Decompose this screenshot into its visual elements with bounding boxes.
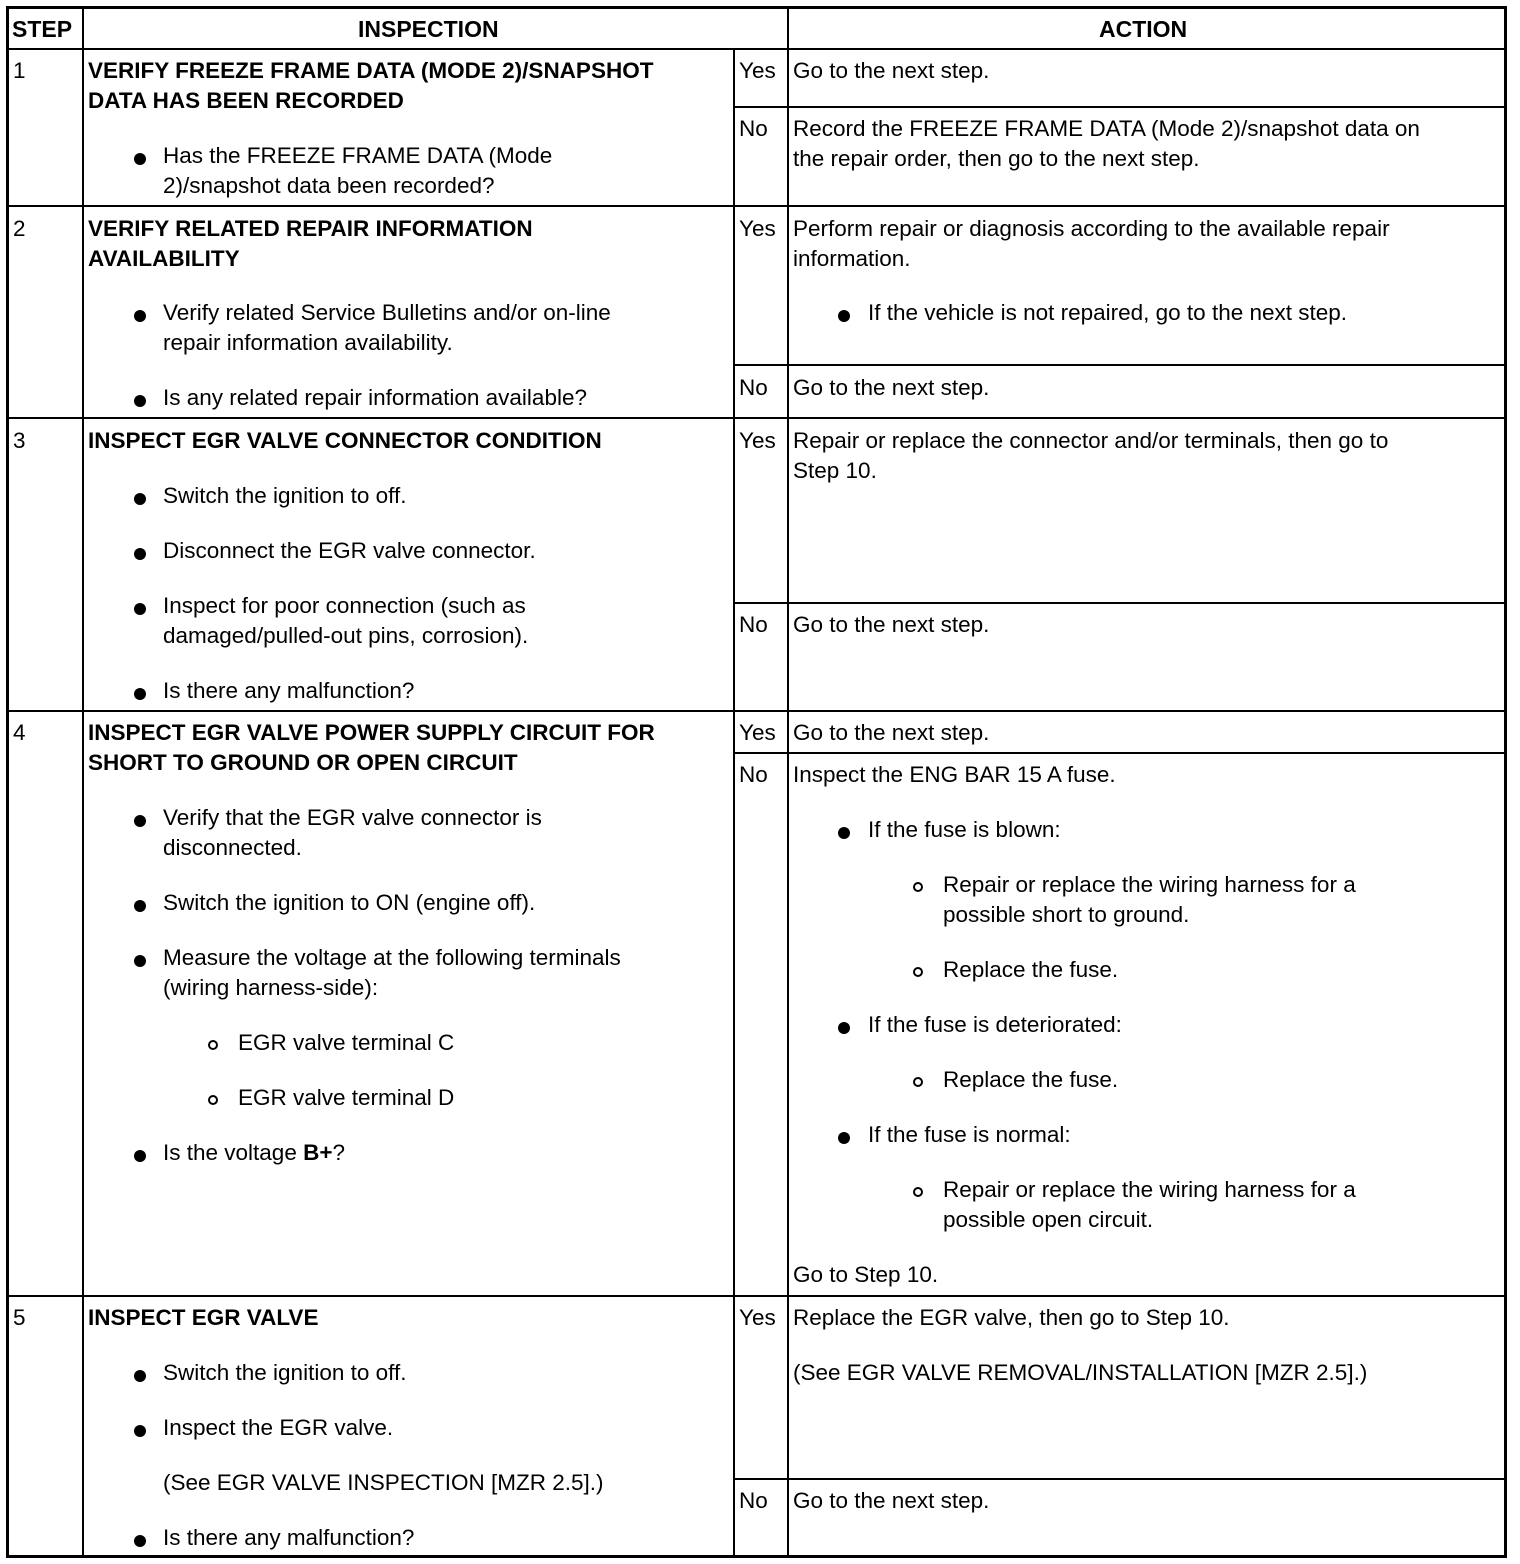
bullet-icon [134, 900, 146, 912]
rule-row3 [9, 710, 1504, 712]
no-label: No [739, 375, 768, 400]
no-action-sub-bullet: Repair or replace the wiring harness for a [943, 1177, 1356, 1202]
step-number: 2 [13, 216, 26, 241]
no-label: No [739, 116, 768, 141]
inspection-sub-bullet: EGR valve terminal C [238, 1030, 455, 1055]
rule-s4-yesno [733, 752, 1504, 754]
yes-label: Yes [739, 1305, 776, 1330]
step-number: 3 [13, 428, 26, 453]
rule-col-action [787, 9, 789, 1555]
no-action: Go to the next step. [793, 375, 990, 400]
bullet-icon [134, 1535, 146, 1547]
procedure-table [6, 6, 1507, 1558]
yes-action: Repair or replace the connector and/or terminals, then go to [793, 428, 1389, 453]
no-action-sub-bullet: Replace the fuse. [943, 1067, 1119, 1092]
voltage-value: B+ [303, 1140, 333, 1165]
inspection-bullet: Is any related repair information available? [163, 385, 587, 410]
inspection-bullet: Inspect the EGR valve. [163, 1415, 394, 1440]
bullet-icon [838, 827, 850, 839]
no-action-bullet: If the fuse is blown: [868, 817, 1061, 842]
yes-action-note: (See EGR VALVE REMOVAL/INSTALLATION [MZR 2.5].) [793, 1360, 1368, 1385]
no-label: No [739, 1488, 768, 1513]
inspection-sub-bullet: EGR valve terminal D [238, 1085, 455, 1110]
sub-bullet-icon [913, 1187, 923, 1197]
inspection-bullet: damaged/pulled-out pins, corrosion). [163, 623, 529, 648]
inspection-bullet: Verify related Service Bulletins and/or on-line [163, 300, 611, 325]
rule-row1 [9, 205, 1504, 207]
no-action: Go to Step 10. [793, 1262, 939, 1287]
bullet-icon [134, 1425, 146, 1437]
rule-row2 [9, 417, 1504, 419]
inspection-bullet: Has the FREEZE FRAME DATA (Mode [163, 143, 553, 168]
inspection-title: AVAILABILITY [88, 246, 240, 271]
step-number: 4 [13, 720, 26, 745]
inspection-title: INSPECT EGR VALVE POWER SUPPLY CIRCUIT FOR [88, 720, 655, 745]
bullet-icon [134, 153, 146, 165]
rule-s2-yesno [733, 364, 1504, 366]
inspection-bullet: Switch the ignition to off. [163, 483, 407, 508]
inspection-bullet: repair information availability. [163, 330, 453, 355]
yes-action: Replace the EGR valve, then go to Step 10. [793, 1305, 1230, 1330]
yes-action: information. [793, 246, 911, 271]
no-action-sub-bullet: Replace the fuse. [943, 957, 1119, 982]
rule-header [9, 48, 1504, 50]
no-action-sub-bullet: possible short to ground. [943, 902, 1190, 927]
rule-col-step [82, 9, 84, 1555]
inspection-title: INSPECT EGR VALVE [88, 1305, 319, 1330]
rule-s1-yesno [733, 106, 1504, 108]
inspection-bullet [163, 1138, 345, 1168]
bullet-icon [134, 395, 146, 407]
yes-action: Step 10. [793, 458, 877, 483]
bullet-icon [134, 1150, 146, 1162]
inspection-title: DATA HAS BEEN RECORDED [88, 88, 404, 113]
bullet-icon [134, 548, 146, 560]
rule-row4 [9, 1295, 1504, 1297]
inspection-bullet: Inspect for poor connection (such as [163, 593, 526, 618]
inspection-bullet: Verify that the EGR valve connector is [163, 805, 542, 830]
yes-action: Perform repair or diagnosis according to the available repair [793, 216, 1390, 241]
rule-s5-yesno [733, 1478, 1504, 1480]
bullet-icon [134, 493, 146, 505]
no-action: the repair order, then go to the next step. [793, 146, 1200, 171]
inspection-bullet: Switch the ignition to ON (engine off). [163, 890, 536, 915]
voltage-question-mark: ? [332, 1140, 345, 1165]
no-action-sub-bullet: possible open circuit. [943, 1207, 1154, 1232]
no-action: Record the FREEZE FRAME DATA (Mode 2)/snapshot data on [793, 116, 1420, 141]
no-action: Go to the next step. [793, 1488, 990, 1513]
bullet-icon [134, 603, 146, 615]
step-number: 5 [13, 1305, 26, 1330]
header-action: ACTION [1099, 16, 1188, 42]
inspection-bullet: Switch the ignition to off. [163, 1360, 407, 1385]
sub-bullet-icon [208, 1040, 218, 1050]
sub-bullet-icon [208, 1095, 218, 1105]
bullet-icon [134, 310, 146, 322]
sub-bullet-icon [913, 882, 923, 892]
bullet-icon [838, 1132, 850, 1144]
no-action: Go to the next step. [793, 612, 990, 637]
no-action: Inspect the ENG BAR 15 A fuse. [793, 762, 1116, 787]
procedure-table-wrapper [6, 6, 1507, 1558]
yes-action: Go to the next step. [793, 720, 990, 745]
bullet-icon [134, 955, 146, 967]
voltage-question-text: Is the voltage [163, 1140, 304, 1165]
no-action-bullet: If the fuse is deteriorated: [868, 1012, 1122, 1037]
inspection-bullet: 2)/snapshot data been recorded? [163, 173, 495, 198]
no-action-sub-bullet: Repair or replace the wiring harness for a [943, 872, 1356, 897]
inspection-bullet: (wiring harness-side): [163, 975, 379, 1000]
no-action-bullet: If the fuse is normal: [868, 1122, 1071, 1147]
inspection-bullet: disconnected. [163, 835, 302, 860]
inspection-title: VERIFY FREEZE FRAME DATA (MODE 2)/SNAPSHOT [88, 58, 654, 83]
yes-label: Yes [739, 428, 776, 453]
inspection-bullet: Is there any malfunction? [163, 678, 415, 703]
bullet-icon [838, 310, 850, 322]
inspection-bullet: Measure the voltage at the following terminals [163, 945, 621, 970]
yes-label: Yes [739, 720, 776, 745]
inspection-title: INSPECT EGR VALVE CONNECTOR CONDITION [88, 428, 602, 453]
yes-label: Yes [739, 216, 776, 241]
bullet-icon [134, 815, 146, 827]
header-step: STEP [12, 16, 73, 42]
yes-action: Go to the next step. [793, 58, 990, 83]
no-label: No [739, 612, 768, 637]
step-number: 1 [13, 58, 26, 83]
inspection-bullet: Disconnect the EGR valve connector. [163, 538, 536, 563]
no-label: No [739, 762, 768, 787]
header-inspection: INSPECTION [358, 16, 499, 42]
bullet-icon [838, 1022, 850, 1034]
bullet-icon [134, 1370, 146, 1382]
yes-action-bullet: If the vehicle is not repaired, go to the next step. [868, 300, 1348, 325]
sub-bullet-icon [913, 967, 923, 977]
bullet-icon [134, 688, 146, 700]
inspection-title: VERIFY RELATED REPAIR INFORMATION [88, 216, 533, 241]
sub-bullet-icon [913, 1077, 923, 1087]
rule-col-yesno [733, 48, 735, 1555]
yes-label: Yes [739, 58, 776, 83]
inspection-title: SHORT TO GROUND OR OPEN CIRCUIT [88, 750, 518, 775]
inspection-bullet: Is there any malfunction? [163, 1525, 415, 1550]
rule-s3-yesno [733, 602, 1504, 604]
inspection-note: (See EGR VALVE INSPECTION [MZR 2.5].) [163, 1470, 604, 1495]
